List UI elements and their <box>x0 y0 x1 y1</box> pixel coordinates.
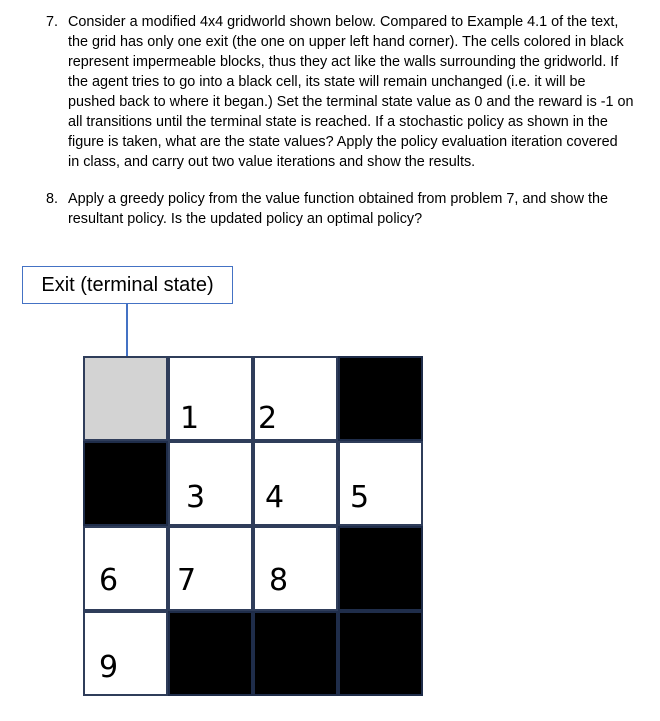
cell-label: 2 <box>258 401 278 436</box>
grid-cell <box>168 526 253 611</box>
text-line: figure is taken, what are the state values? Apply the policy evaluation iteration covered <box>68 134 618 150</box>
cell-label: 9 <box>99 650 119 685</box>
question-text <box>68 189 646 229</box>
blocked-cell <box>338 356 423 441</box>
terminal-cell <box>83 356 168 441</box>
text-line: all transitions until the terminal state is reached. If a stochastic policy as shown in the <box>68 114 608 130</box>
grid-cell <box>253 526 338 611</box>
blocked-cell <box>338 611 423 696</box>
blocked-cell <box>338 526 423 611</box>
cell-label: 5 <box>350 480 370 515</box>
grid-cell <box>253 356 338 441</box>
cell-label: 6 <box>99 563 119 598</box>
text-line: Consider a modified 4x4 gridworld shown below. Compared to Example 4.1 of the text, <box>68 14 619 30</box>
cell-label: 8 <box>269 563 289 598</box>
grid-cell <box>168 356 253 441</box>
blocked-cell <box>168 611 253 696</box>
text-line: resultant policy. Is the updated policy an optimal policy? <box>68 211 423 227</box>
question-text <box>68 12 646 172</box>
gridworld <box>83 356 423 696</box>
cell-label: 3 <box>186 480 206 515</box>
exit-callout: Exit (terminal state) <box>22 266 233 304</box>
cell-label: 4 <box>265 480 285 515</box>
blocked-cell <box>253 611 338 696</box>
question-number: 7. <box>46 14 59 30</box>
text-line: in class, and carry out two value iterations and show the results. <box>68 154 476 170</box>
grid-cell <box>83 526 168 611</box>
grid-cell <box>338 441 423 526</box>
text-line: the agent tries to go into a black cell, its state will remain unchanged (i.e. it will be <box>68 74 586 90</box>
grid-cell <box>253 441 338 526</box>
cell-label: 7 <box>177 563 197 598</box>
text-line: represent impermeable blocks, thus they act like the walls surrounding the gridworld. If <box>68 54 619 70</box>
grid-cell <box>83 611 168 696</box>
question-number: 8. <box>46 191 59 207</box>
cell-label: 1 <box>180 401 200 436</box>
blocked-cell <box>83 441 168 526</box>
grid-cell <box>168 441 253 526</box>
text-line: the grid has only one exit (the one on upper left hand corner). The cells colored in black <box>68 34 624 50</box>
text-line: pushed back to where it began.) Set the terminal state value as 0 and the reward is -1 on <box>68 94 634 110</box>
text-line: Apply a greedy policy from the value function obtained from problem 7, and show the <box>68 191 608 207</box>
